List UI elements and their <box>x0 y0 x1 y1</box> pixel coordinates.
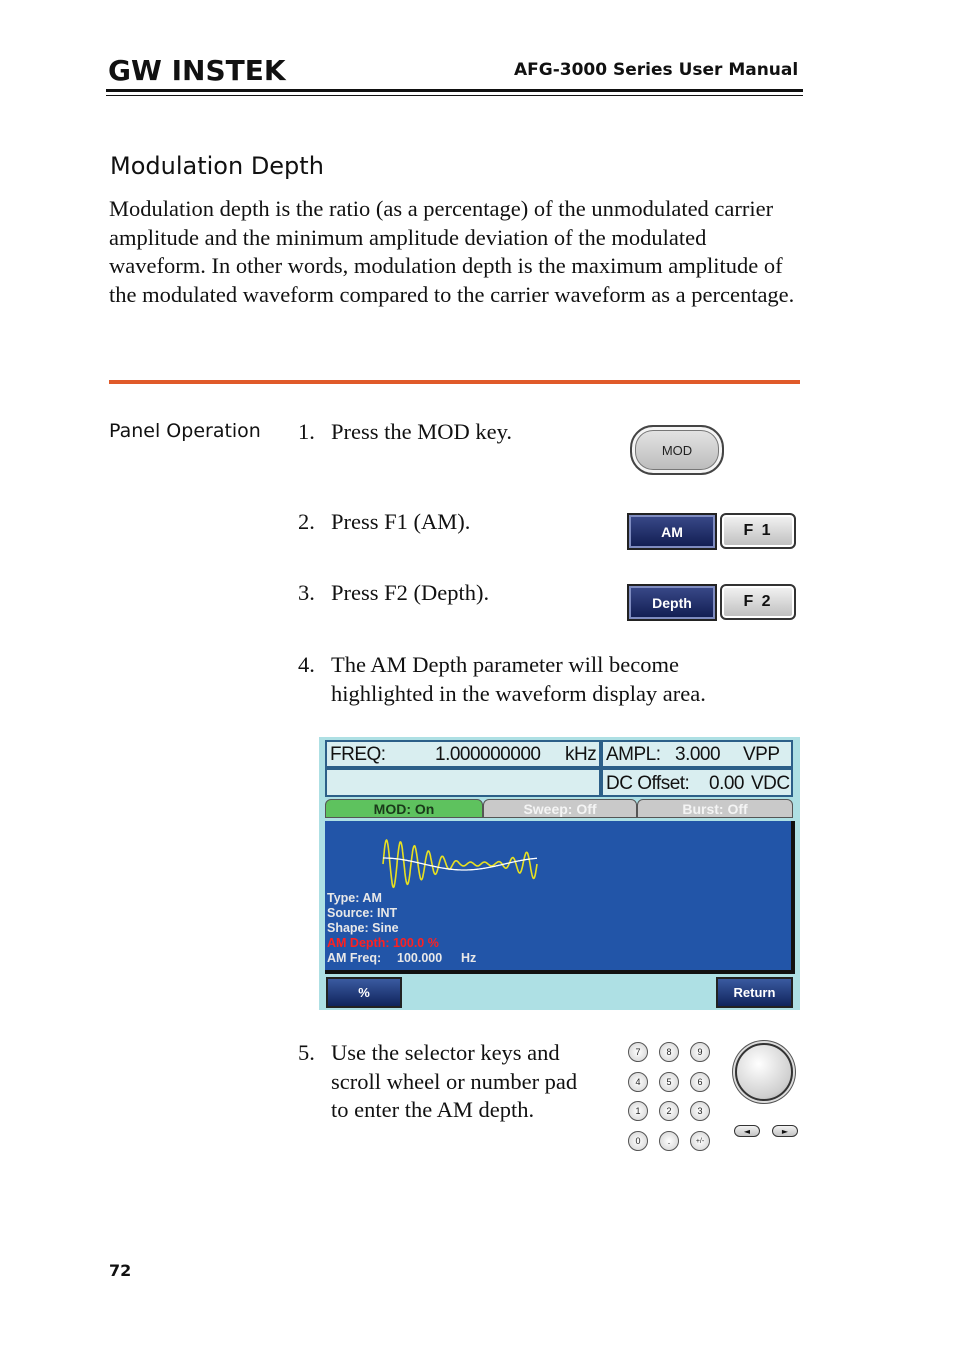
key-5[interactable]: 5 <box>659 1072 679 1092</box>
step-text: Press F2 (Depth). <box>331 580 490 605</box>
step-number: 3. <box>298 580 315 605</box>
step-text-line2: highlighted in the waveform display area. <box>331 680 706 706</box>
key-1[interactable]: 1 <box>628 1101 648 1121</box>
step-5 <box>298 1039 618 1129</box>
am-waveform-icon <box>325 821 795 974</box>
manual-title: AFG-3000 Series User Manual <box>514 60 799 80</box>
freq-unit: kHz <box>565 744 597 765</box>
key-7[interactable]: 7 <box>628 1042 648 1062</box>
step-number: 5. <box>298 1040 315 1065</box>
page-number: 72 <box>109 1261 132 1280</box>
ampl-box <box>601 740 793 768</box>
freq-label: FREQ: <box>330 744 386 765</box>
header-rule <box>106 89 803 92</box>
key-decimal[interactable]: . <box>659 1131 679 1151</box>
key-8[interactable]: 8 <box>659 1042 679 1062</box>
step-number: 1. <box>298 419 315 444</box>
tab-mod: MOD: On <box>325 799 483 818</box>
step-text: Press the MOD key. <box>331 419 513 444</box>
step-text-line1: The AM Depth parameter will become <box>331 652 680 677</box>
ampl-unit: VPP <box>743 744 780 765</box>
panel-operation-label: Panel Operation <box>109 420 261 442</box>
f1-key[interactable]: F 1 <box>720 513 796 549</box>
freq-box <box>325 740 601 768</box>
key-0[interactable]: 0 <box>628 1131 648 1151</box>
info-am-freq-value: 100.000 <box>397 951 443 965</box>
step-4 <box>298 651 798 711</box>
key-9[interactable]: 9 <box>690 1042 710 1062</box>
tab-burst: Burst: Off <box>637 799 793 818</box>
am-softkey[interactable]: AM <box>627 513 717 550</box>
section-divider <box>109 380 800 384</box>
dc-offset-box <box>601 768 793 797</box>
percent-button[interactable]: % <box>326 977 402 1008</box>
step-text: Press F1 (AM). <box>331 509 471 534</box>
number-pad <box>628 1042 718 1154</box>
scroll-wheel[interactable] <box>735 1043 793 1101</box>
step-number: 2. <box>298 509 315 534</box>
freq-value: 1.000000000 <box>435 744 541 765</box>
info-source: Source: INT <box>327 906 398 920</box>
step-1 <box>298 418 618 448</box>
key-4[interactable]: 4 <box>628 1072 648 1092</box>
right-arrow-key[interactable]: ► <box>772 1125 798 1137</box>
dc-offset-unit: VDC <box>751 773 790 794</box>
step-3 <box>298 579 618 609</box>
depth-softkey[interactable]: Depth <box>627 584 717 621</box>
section-body: Modulation depth is the ratio (as a percentage) of the unmodulated carrier amplitude and the minimum amplitude deviation of the modulated waveform. In other words, modulation depth is the maximum amplitude of the modulated waveform compared to the carrier waveform as a percentage. <box>109 196 795 307</box>
key-3[interactable]: 3 <box>690 1101 710 1121</box>
info-shape: Shape: Sine <box>327 921 399 935</box>
step-number: 4. <box>298 652 315 677</box>
step-2 <box>298 508 618 538</box>
dc-offset-value: 0.00 <box>709 773 744 794</box>
waveform-display <box>319 737 800 1010</box>
key-2[interactable]: 2 <box>659 1101 679 1121</box>
gw-instek-logo: GW INSTEK <box>108 54 286 87</box>
key-plus-minus[interactable]: +/- <box>690 1131 710 1151</box>
header-rule-thin <box>106 95 803 96</box>
ampl-value: 3.000 <box>675 744 721 765</box>
freq-box-lower <box>325 768 601 797</box>
step-text-line2: scroll wheel or number pad <box>331 1068 578 1094</box>
info-am-freq-unit: Hz <box>461 951 477 965</box>
section-title: Modulation Depth <box>110 152 324 180</box>
waveform-plot <box>325 821 795 974</box>
key-6[interactable]: 6 <box>690 1072 710 1092</box>
info-type: Type: AM <box>327 891 382 905</box>
mod-key[interactable]: MOD <box>630 425 724 475</box>
f2-key[interactable]: F 2 <box>720 584 796 620</box>
step-text-line1: Use the selector keys and <box>331 1040 560 1065</box>
step-text-line3: to enter the AM depth. <box>331 1097 535 1122</box>
info-am-freq-label: AM Freq: <box>327 951 382 965</box>
return-button[interactable]: Return <box>716 977 793 1008</box>
ampl-label: AMPL: <box>606 744 661 765</box>
dc-offset-label: DC Offset: <box>606 773 690 794</box>
selector-keys <box>734 1125 800 1139</box>
info-am-depth: AM Depth: 100.0 % <box>327 936 439 950</box>
tab-sweep: Sweep: Off <box>483 799 637 818</box>
left-arrow-key[interactable]: ◄ <box>734 1125 760 1137</box>
